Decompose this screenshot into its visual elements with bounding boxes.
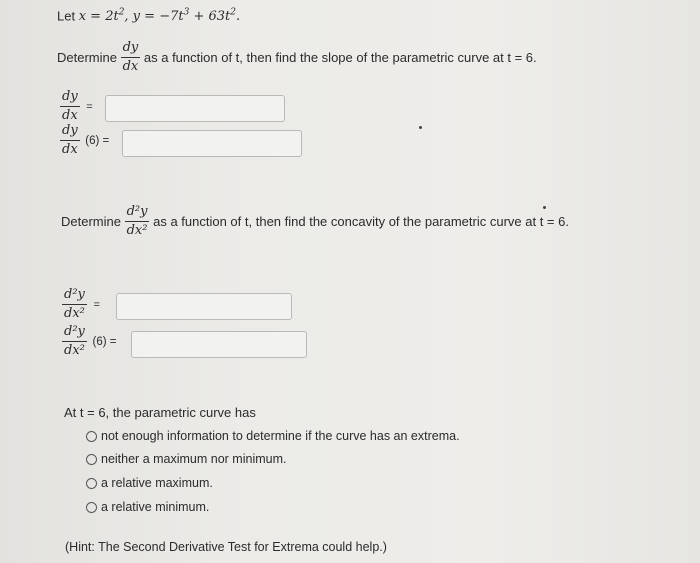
x-definition: $x = 2t^2$ [78, 8, 125, 25]
d2y-dx2-at-6-row [62, 323, 116, 360]
radio-button[interactable] [86, 502, 97, 513]
dy-dx-fraction: $\frac{dy}{dx}$ [122, 40, 139, 74]
d2y-dx2-answer-field[interactable] [116, 293, 292, 320]
radio-button[interactable] [86, 478, 97, 489]
d2y-dx2-fraction: $\frac{\text{d²y}}{\text{dx²}}$ [126, 204, 148, 238]
let-prefix: Let [57, 8, 76, 24]
problem-statement [57, 8, 240, 24]
speck [419, 126, 422, 129]
dy-dx-answer-field[interactable] [105, 95, 285, 122]
radio-button[interactable] [86, 454, 97, 465]
at-six-label: (6) = [85, 134, 110, 147]
at-six-label: (6) = [92, 335, 117, 348]
determine-label: Determine [57, 50, 117, 65]
d2y-dx2-row [62, 286, 100, 323]
part2-instruction: as a function of t, then find the concavity of the parametric curve at t = 6. [153, 214, 569, 229]
determine-label: Determine [61, 214, 121, 229]
equals-sign: = [93, 298, 100, 311]
option-relative-minimum[interactable]: a relative minimum. [86, 500, 209, 514]
option-neither[interactable]: neither a maximum nor minimum. [86, 452, 286, 466]
dy-dx-row [60, 88, 93, 125]
radio-button[interactable] [86, 431, 97, 442]
option-not-enough-info[interactable]: not enough information to determine if the curve has an extrema. [86, 429, 460, 443]
dy-dx-at-6-answer-field[interactable] [122, 130, 302, 157]
dy-dx-label: $\frac{dy}{dx}$ [62, 123, 78, 157]
d2y-dx2-label: $\frac{\text{d²y}}{\text{dx²}}$ [64, 287, 85, 321]
equals-sign: = [86, 100, 93, 113]
option-relative-maximum[interactable]: a relative maximum. [86, 476, 213, 490]
y-definition: , $y = -7t^3 + 63t^2$. [124, 8, 241, 25]
hint-text: (Hint: The Second Derivative Test for Extrema could help.) [65, 540, 387, 554]
part2-prompt [61, 203, 569, 240]
dy-dx-label: $\frac{dy}{dx}$ [62, 89, 78, 123]
d2y-dx2-at-6-answer-field[interactable] [131, 331, 307, 358]
d2y-dx2-label: $\frac{\text{d²y}}{\text{dx²}}$ [64, 324, 85, 358]
dy-dx-at-6-row [60, 122, 109, 159]
part3-question: At t = 6, the parametric curve has [64, 405, 256, 420]
part1-prompt [57, 39, 537, 76]
part1-instruction: as a function of t, then find the slope of the parametric curve at t = 6. [143, 50, 537, 65]
